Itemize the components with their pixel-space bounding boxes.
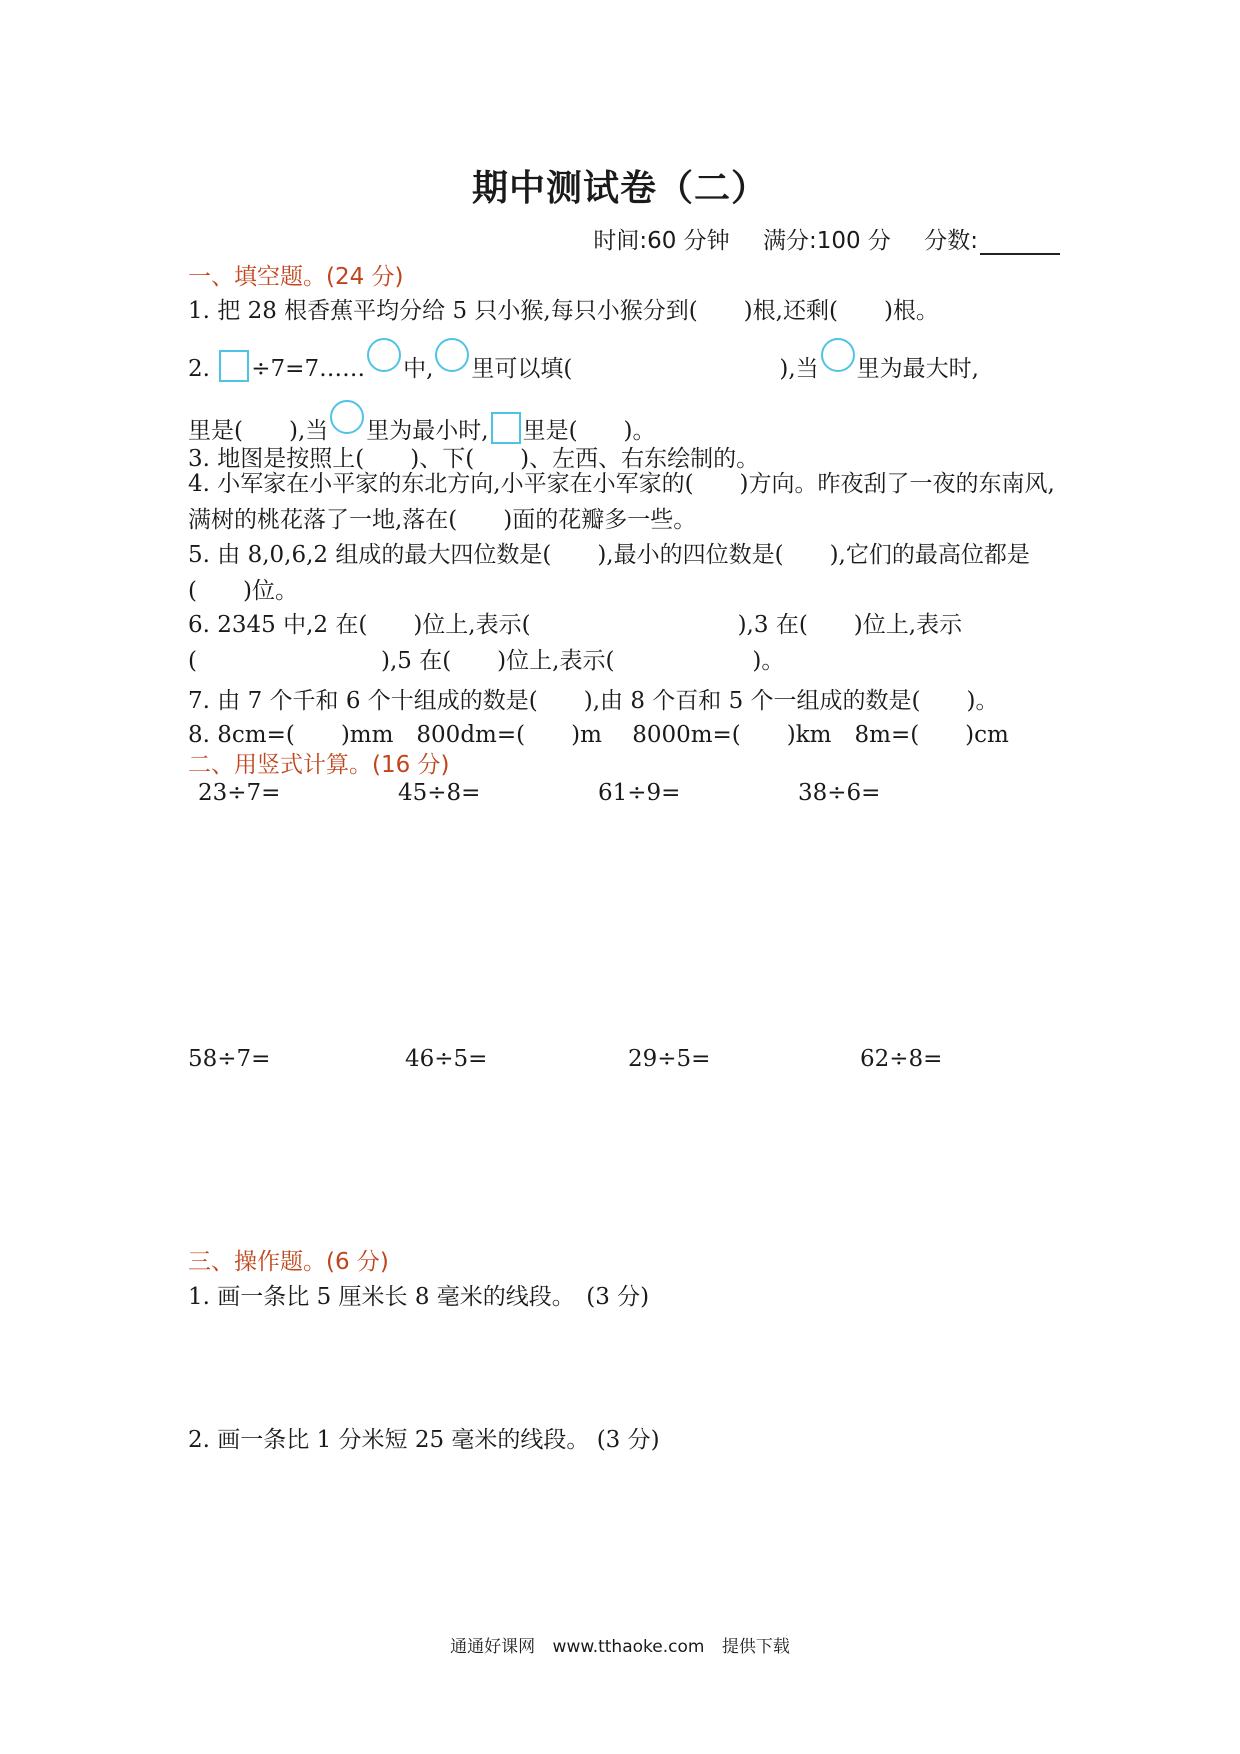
question-4: 4. 小军家在小平家的东北方向,小平家在小军家的( )方向。昨夜刮了一夜的东南风,满树的桃花落了一地,落在( )面的花瓣多一些。 <box>188 471 1055 533</box>
question-5: 5. 由 8,0,6,2 组成的最大四位数是( ),最小的四位数是( ),它们的最高位都是( )位。 <box>188 542 1030 604</box>
footer <box>0 1632 1240 1657</box>
question-7: 7. 由 7 个千和 6 个十组成的数是( ),由 8 个百和 5 个一组成的数是( )。 <box>188 688 999 714</box>
calc-item: 45÷8= <box>398 780 481 806</box>
full-score-label: 满分:100 分 <box>762 228 891 254</box>
section-heading-fill: 一、填空题。(24 分) <box>188 264 404 290</box>
calc-item: 46÷5= <box>405 1046 488 1072</box>
question-2-line-1 <box>188 338 979 383</box>
calc-item: 29÷5= <box>628 1046 711 1072</box>
question-1: 1. 把 28 根香蕉平均分给 5 只小猴,每只小猴分到( )根,还剩( )根。 <box>188 298 939 324</box>
page-title: 期中测试卷（二） <box>471 168 768 209</box>
calc-item: 62÷8= <box>860 1046 943 1072</box>
footer-download: 提供下载 <box>721 1637 790 1657</box>
time-label: 时间:60 分钟 <box>593 228 730 254</box>
question-3: 3. 地图是按照上( )、下( )、左西、右东绘制的。 <box>188 446 760 472</box>
footer-url[interactable]: www.tthaoke.com <box>552 1637 705 1657</box>
q2-text-d: 里为最大时, <box>856 356 979 382</box>
score-blank[interactable] <box>980 231 1060 255</box>
operation-1: 1. 画一条比 5 厘米长 8 毫米的线段。 (3 分) <box>188 1284 650 1310</box>
q2-text-g: 里是( )。 <box>522 418 656 444</box>
calc-item: 58÷7= <box>188 1046 271 1072</box>
section-heading-calc: 二、用竖式计算。(16 分) <box>188 752 450 778</box>
q2-text-a: ÷7=7…… <box>251 356 366 382</box>
circle-icon <box>821 338 855 372</box>
calc-item: 23÷7= <box>198 780 281 806</box>
question-6: 6. 2345 中,2 在( )位上,表示( ),3 在( )位上,表示( ),5 在( )位上,表示( )。 <box>188 612 963 674</box>
q2-text-c: 里可以填( ),当 <box>471 356 819 382</box>
calc-item: 38÷6= <box>798 780 881 806</box>
q2-text-f: 里为最小时, <box>366 418 489 444</box>
q2-text-e: 里是( ),当 <box>188 418 329 444</box>
score-label: 分数: <box>924 228 978 254</box>
circle-icon <box>367 338 401 372</box>
operation-2: 2. 画一条比 1 分米短 25 毫米的线段。 (3 分) <box>188 1427 660 1453</box>
q2-text-b: 中, <box>403 356 434 382</box>
footer-site-name: 通通好课网 <box>450 1637 536 1657</box>
calc-item: 61÷9= <box>598 780 681 806</box>
section-heading-operation: 三、操作题。(6 分) <box>188 1249 389 1275</box>
circle-icon <box>330 400 364 434</box>
question-2-number: 2. <box>188 356 210 382</box>
question-8: 8. 8cm=( )mm 800dm=( )m 8000m=( )km 8m=( )cm <box>188 722 1009 748</box>
square-icon <box>219 350 249 382</box>
exam-meta <box>567 222 1060 255</box>
question-2-line-2 <box>188 400 656 445</box>
circle-icon <box>435 338 469 372</box>
